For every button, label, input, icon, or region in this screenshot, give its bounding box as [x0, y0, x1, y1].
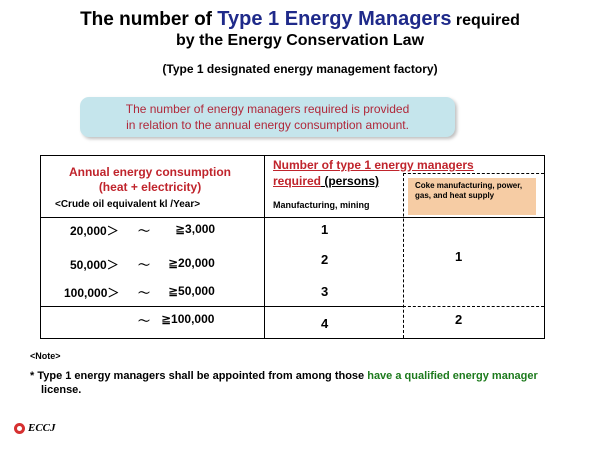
note-text-prefix: * Type 1 energy managers shall be appointed from among those	[30, 370, 368, 382]
header-crude-unit: <Crude oil equivalent kl /Year>	[55, 199, 201, 210]
table-border-right	[544, 155, 545, 339]
row-1-tilde: ～	[138, 224, 151, 238]
row-2-lower: ≧20,000	[168, 256, 215, 270]
eccj-logo-text: ECCJ	[28, 422, 56, 434]
row-2-tilde: ～	[138, 258, 151, 272]
title-line-1	[0, 8, 600, 32]
header-persons: (persons)	[321, 174, 380, 188]
title-line-2: by the Energy Conservation Law	[175, 32, 425, 49]
header-number-line-1: Number of type 1 energy managers	[273, 158, 474, 172]
page-title	[0, 8, 600, 50]
row-4-divider-right	[403, 306, 544, 307]
row-1-manufacturing-value: 1	[321, 222, 329, 237]
header-manufacturing: Manufacturing, mining	[273, 200, 370, 210]
callout-line-2: in relation to the annual energy consumption amount.	[126, 118, 409, 132]
row-4-tilde: ～	[138, 314, 151, 328]
subtitle: (Type 1 designated energy management factory)	[162, 62, 438, 76]
table-header-divider	[40, 217, 545, 218]
note-label: <Note>	[30, 351, 61, 361]
row-1-lower: ≧3,000	[175, 222, 216, 236]
header-required: required	[273, 174, 322, 188]
table-border-top	[40, 155, 545, 156]
header-annual-line-2: (heat + electricity)	[98, 180, 202, 194]
table-border-bottom	[40, 338, 545, 339]
row-4-lower: ≧100,000	[161, 312, 215, 326]
coke-value-rows-1-3: 1	[455, 249, 463, 264]
eccj-logo	[14, 422, 56, 434]
table-column-divider	[264, 155, 265, 339]
row-3-tilde: ～	[138, 286, 151, 300]
note-text	[30, 369, 590, 397]
coke-value-row-4: 2	[455, 312, 463, 327]
header-annual-line-1: Annual energy consumption	[68, 165, 231, 179]
note-text-line-2: license.	[41, 384, 82, 396]
row-4-manufacturing-value: 4	[321, 316, 329, 331]
energy-manager-table	[40, 155, 545, 339]
row-2-manufacturing-value: 2	[321, 252, 329, 267]
eccj-logo-icon	[14, 423, 25, 434]
title-highlight: Type 1 Energy Managers	[217, 8, 452, 30]
header-annual-consumption	[40, 165, 260, 195]
title-suffix: required	[451, 12, 520, 29]
header-coke-box: Coke manufacturing, power, gas, and heat supply	[408, 178, 536, 215]
callout-line-1: The number of energy managers required is provided	[125, 102, 410, 116]
coke-column-dashed-divider	[403, 173, 404, 338]
callout-box	[80, 97, 455, 137]
note-text-highlight: have a qualified energy manager	[367, 370, 538, 382]
row-4-divider-left	[40, 306, 403, 307]
row-1-upper: 20,000＞	[70, 224, 119, 238]
row-3-upper: 100,000＞	[64, 286, 120, 300]
row-2-upper: 50,000＞	[70, 258, 119, 272]
row-3-lower: ≧50,000	[168, 284, 215, 298]
row-3-manufacturing-value: 3	[321, 284, 329, 299]
title-prefix: The number of	[80, 9, 218, 30]
